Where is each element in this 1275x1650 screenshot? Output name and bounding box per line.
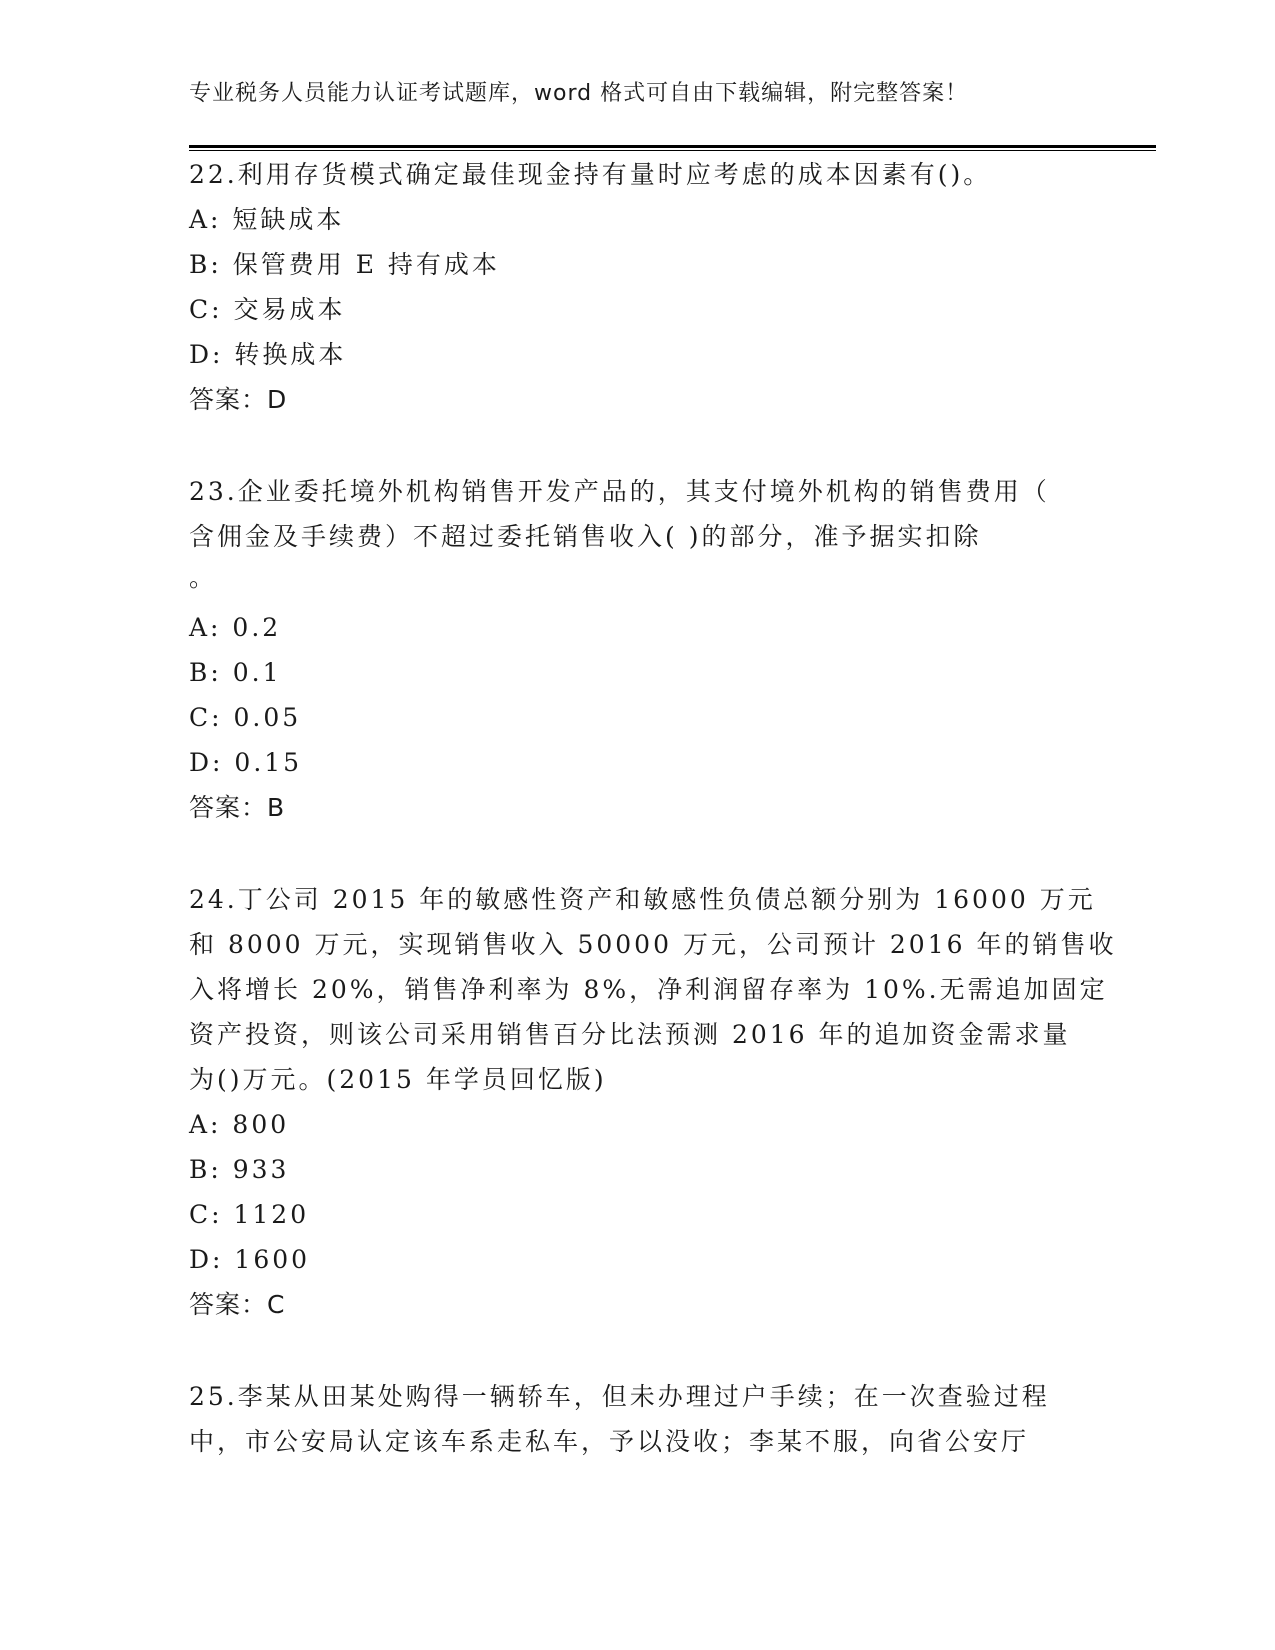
question-23-option-d: D: 0.15 bbox=[189, 748, 303, 777]
question-22-option-b: B: 保管费用 E 持有成本 bbox=[189, 250, 500, 279]
question-24-option-a: A: 800 bbox=[189, 1110, 290, 1139]
question-25-stem-line-1: 25.李某从田某处购得一辆轿车，但未办理过户手续；在一次查验过程 bbox=[189, 1382, 1050, 1411]
question-24-option-c: C: 1120 bbox=[189, 1200, 310, 1229]
question-24-stem-line-2: 和 8000 万元，实现销售收入 50000 万元，公司预计 2016 年的销售收 bbox=[189, 930, 1117, 959]
question-23-answer: 答案：B bbox=[189, 793, 286, 822]
question-24-option-b: B: 933 bbox=[189, 1155, 290, 1184]
header-divider-thin bbox=[189, 150, 1156, 151]
question-23-option-c: C: 0.05 bbox=[189, 703, 302, 732]
question-22-option-c: C: 交易成本 bbox=[189, 295, 346, 324]
question-23-stem-line-3: 。 bbox=[189, 563, 218, 592]
question-24-answer: 答案：C bbox=[189, 1290, 286, 1319]
question-23-option-b: B: 0.1 bbox=[189, 658, 282, 687]
question-23-option-a: A: 0.2 bbox=[189, 613, 282, 642]
question-22-answer: 答案：D bbox=[189, 385, 288, 414]
question-24-stem-line-3: 入将增长 20%，销售净利率为 8%，净利润留存率为 10%.无需追加固定 bbox=[189, 975, 1108, 1004]
question-22-stem-line-1: 22.利用存货模式确定最佳现金持有量时应考虑的成本因素有()。 bbox=[189, 160, 992, 189]
question-23-stem-line-2: 含佣金及手续费）不超过委托销售收入( )的部分，准予据实扣除 bbox=[189, 522, 982, 551]
header-title: 专业税务人员能力认证考试题库，word 格式可自由下载编辑，附完整答案！ bbox=[189, 81, 969, 106]
question-24-stem-line-5: 为()万元。(2015 年学员回忆版) bbox=[189, 1065, 607, 1094]
question-24-stem-line-4: 资产投资，则该公司采用销售百分比法预测 2016 年的追加资金需求量 bbox=[189, 1020, 1071, 1049]
question-23-stem-line-1: 23.企业委托境外机构销售开发产品的，其支付境外机构的销售费用（ bbox=[189, 477, 1050, 506]
question-25-stem-line-2: 中，市公安局认定该车系走私车，予以没收；李某不服，向省公安厅 bbox=[189, 1427, 1030, 1456]
question-24-option-d: D: 1600 bbox=[189, 1245, 311, 1274]
question-22-option-d: D: 转换成本 bbox=[189, 340, 347, 369]
question-24-stem-line-1: 24.丁公司 2015 年的敏感性资产和敏感性负债总额分别为 16000 万元 bbox=[189, 885, 1096, 914]
header-divider-thick bbox=[189, 145, 1156, 148]
question-22-option-a: A: 短缺成本 bbox=[189, 205, 345, 234]
